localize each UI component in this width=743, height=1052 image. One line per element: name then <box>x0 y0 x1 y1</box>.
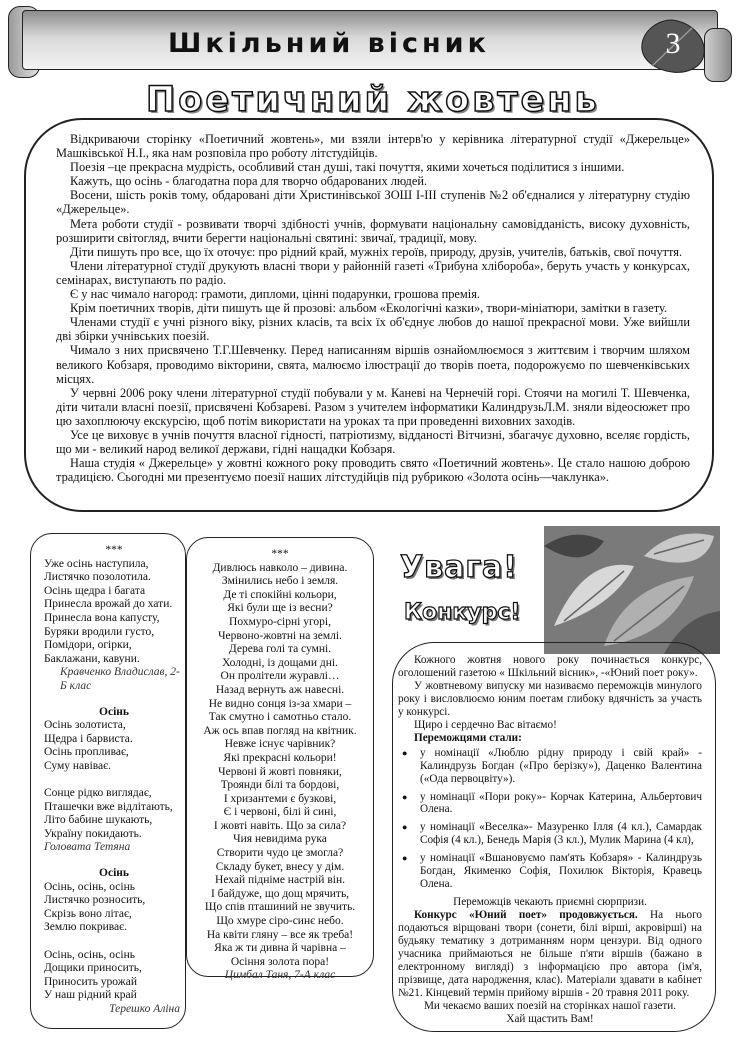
poem-line: Чия невидима рука <box>233 833 327 846</box>
article-paragraph: Восени, шість років тому, обдаровані діти Христинівської ЗОШ І-ІІІ ступенів №2 об'єдналися у літературну студію «Джерельце». <box>56 188 690 217</box>
article-paragraph: Наша студія « Джерельце» у жовтні кожного року проводить свято «Поетичний жовтень». Це стало нашою доброю традицією. Сьогодні ми презентуємо поезії наших літстудійців під рубрикою «Золота осінь—чаклунка». <box>56 456 690 485</box>
poem-line: Складу букет, внесу у дім. <box>215 860 345 873</box>
poem-stars: *** <box>271 548 289 560</box>
poem-lines <box>190 562 370 970</box>
poem-stars: *** <box>105 544 123 556</box>
poem-line: Осінь, осінь, осінь <box>44 948 135 961</box>
article-paragraph: У червні 2006 року члени літературної студії побували у м. Каневі на Чернечій горі. Стоячи на могилі Т. Шевченка, діти читали власні поезії, присвячені Кобзареві. Разом з учителем інформатики КалиндрузьЛ.М. зняли відеосюжет про цю захоплюючу екскурсію, щоб потім використати на уроках та при проведенні виховних заходів. <box>56 385 690 428</box>
poem-line: Дерева голі та сумні. <box>228 643 332 656</box>
article-paragraph: Відкриваючи сторінку «Поетичний жовтень», ми взяли інтерв'ю у керівника літературної студії «Джерельце» Машківської Н.І., яка нам розповіла про роботу літстудійців. <box>56 132 690 161</box>
contest-continues-bold: Конкурс «Юний поет» продовжується. <box>414 909 638 922</box>
contest-continues <box>398 909 702 1000</box>
winner-item: ● у номінації «Пори року»- Корчак Катерина, Альбертович Олена. <box>420 791 702 817</box>
poem-line: Суму навіває. <box>44 759 111 772</box>
winner-item: ● у номінації «Люблю рідну природу і свій край» - Калиндрузь Богдан («Про берізку»), Даценко Валентина («Ода первоцвіту»). <box>420 747 702 786</box>
article-paragraph: Крім поетичних творів, діти пишуть ще й прозові: альбом «Екологічні казки», твори-мініатюри, замітки в газету. <box>70 301 668 316</box>
poem-line: Невже існує чарівник? <box>224 738 336 751</box>
poems-left <box>44 544 184 1017</box>
article-paragraph: Діти пишуть про все, що їх оточує: про рідний край, мужніх героїв, природу, друзів, учителів, батьків, свої почуття. <box>70 244 683 259</box>
poem-line: Нехай підніме настрій він. <box>215 874 345 887</box>
section-title: Поетичний жовтень <box>146 80 600 120</box>
article-body <box>56 132 690 484</box>
poem-lines <box>44 881 184 1003</box>
poem-lines <box>44 719 184 841</box>
poem-line <box>44 774 184 788</box>
poem-line: Літо бабине шукають, <box>44 814 153 827</box>
poem-line: Яка ж ти дивна й чарівна – <box>214 942 346 955</box>
article-paragraph: Поезія –це прекрасна мудрість, особливий стан душі, такі почуття, якими хочеться поділитися з іншими. <box>70 160 625 175</box>
poem-line: І байдуже, що дощ мрячить, <box>210 887 350 900</box>
poem-line: Червоні й жовті повняки, <box>218 765 342 778</box>
poem-line: Приносить урожай <box>44 975 137 988</box>
poem-line: Назад вернуть аж навесні. <box>215 683 345 696</box>
poem-lines <box>44 558 184 667</box>
article-paragraph: Чимало з них присвячено Т.Г.Шевченку. Перед написанням віршів ознайомлюємося з життєвим і творчим шляхом великого Кобзаря, проводимо вікторини, свята, малюємо ілюстрації до творів поета, подорожуємо по шевченківських місцях. <box>56 343 690 386</box>
contest-intro: Кожного жовтня нового року починається конкурс, оголошений газетою « Шкільний вісник», -«Юний поет року». <box>398 654 702 679</box>
poem-line: Осінь пропливає, <box>44 746 129 759</box>
poem-line: Буряки вродили густо, <box>44 625 155 638</box>
poem-line: Не видно сонця із-за хмари – <box>208 697 352 710</box>
poem-line <box>44 935 184 949</box>
poem-line: Похмуро-сірні угорі, <box>229 615 331 628</box>
article-paragraph: Членами студії є учні різного віку, різних класів, та всіх їх об'єднує любов до нашої прекрасної мови. Уже вийшли дві збірки учнівських поезій. <box>56 315 690 344</box>
poem-line: Що спів пташиний не звучить. <box>204 901 356 914</box>
poem-line: Осінь, осінь, осінь <box>44 880 135 893</box>
poem-line: Скрізь воно літає, <box>44 907 132 920</box>
contest-intro: У жовтневому випуску ми називаємо переможців минулого року і висловлюємо юним поетам глибоку вдячність за участь у конкурсі. <box>398 679 702 718</box>
winners-list <box>398 747 702 892</box>
poem-line: Змінились небо і земля. <box>221 575 339 588</box>
attention-heading: Увага! <box>400 550 518 585</box>
poem-line: Аж ось впав погляд на квітник. <box>203 724 357 737</box>
poem-line: Листячко розносить, <box>44 894 146 907</box>
contest-surprises: Переможців чекають приємні сюрпризи. <box>453 896 647 909</box>
poem-line: Є і червоні, білі й сині, <box>223 806 337 819</box>
poem-line: Дивлюсь навколо – дивина. <box>212 561 348 574</box>
autumn-leaves-image <box>544 526 720 654</box>
poem-line: Землю покриває. <box>44 921 127 934</box>
contest-text <box>398 654 702 1026</box>
article-paragraph: Члени літературної студії друкують власні твори у районній газеті «Трибуна хлібороба», беруть участь у конкурсах, семінарах, виступають по радіо. <box>56 258 690 287</box>
poem-line: Пташечки вже відлітають, <box>44 800 173 813</box>
contest-wish: Хай щастить Вам! <box>506 1012 594 1025</box>
poem-line: Україну покидають. <box>44 827 142 840</box>
poem-line: Осіння золота пора! <box>230 955 330 968</box>
poem-author: Кравченко Владислав, 2-Б клас <box>60 666 180 692</box>
page-number: 3 <box>665 27 681 60</box>
article-paragraph: Є у нас чимало нагород: грамоти, дипломи, цінні подарунки, грошова премія. <box>70 287 480 302</box>
winner-item: ● у номінації «Вшановуємо пам'ять Кобзаря» - Калиндрузь Богдан, Якименко Софія, Похилюк Вікторія, Кравець Олена. <box>420 852 702 891</box>
poem-line: І хризантеми є бузкові, <box>223 792 337 805</box>
poem-line: На квіти гляну – все як треба! <box>206 928 354 941</box>
poem-author: Головата Тетяна <box>44 841 131 854</box>
poem-line: Осінь щедра і багата <box>44 584 146 597</box>
poem-line: Баклажани, кавуни. <box>44 652 140 665</box>
contest-wait: Ми чекаємо ваших поезій на сторінках нашої газети. <box>423 999 677 1012</box>
poem-line: Щедра і барвиста. <box>44 732 133 745</box>
poem-line: Червоно-жовтні на землі. <box>218 629 342 642</box>
contest-greeting: Щиро і сердечно Вас вітаємо! <box>414 718 557 731</box>
poem-line: Які прекрасні кольори! <box>223 751 337 764</box>
poem-line: Осінь золотиста, <box>44 719 126 732</box>
winners-title: Переможцями стали: <box>414 731 522 744</box>
poem-author: Терешко Аліна <box>109 1003 180 1015</box>
poem-line: Он пролітели журавлі… <box>220 670 340 683</box>
poem-author: Цимбал Таня, 7-А клас <box>224 969 336 982</box>
article-paragraph: Усе це виховує в учнів почуття власної гідності, патріотизму, відданості Вітчизні, збагачує духовно, вселяє гордість, що ми - великий народ великої держави, гідні нащадки Кобзаря. <box>56 427 690 457</box>
newspaper-title: Шкільний вісник <box>168 28 490 59</box>
poem-line: І жовті навіть. Що за сила? <box>213 819 347 832</box>
poem-line: Що хмуре сіро-синє небо. <box>216 915 344 928</box>
poem-title: Осінь <box>99 705 129 718</box>
poem-line: Принесла врожай до хати. <box>44 598 173 611</box>
contest-heading: Конкурс! <box>404 600 521 625</box>
poem-line: Холодні, із дощами дні. <box>222 656 338 669</box>
poem-line: Листячко позолотила. <box>44 571 151 584</box>
poem-line: Принесла вона капусту, <box>44 611 160 624</box>
poem-line: Уже осінь наступила, <box>44 557 149 570</box>
poem-title: Осінь <box>99 867 129 880</box>
article-paragraph: Кажуть, що осінь - благодатна пора для творчо обдарованих людей. <box>70 174 428 189</box>
poem-line: Помідори, огірки, <box>44 639 132 652</box>
article-paragraph: Мета роботи студії - розвивати творчі здібності учнів, формувати національну самовідданість, високу духовність, розширити світогляд, вчити берегти національні святині: звичаї, традиції, мову. <box>56 216 690 245</box>
poem-line: Так смутно і самотньо стало. <box>208 711 352 724</box>
poem-middle <box>190 548 370 983</box>
contest-continues-rest: На нього подаються вірщовані твори (сонети, білі вірші, акровірші) на будьяку тематику з дотриманням норм цензури. Від одного учасника приймаються не більше п'яти віршів (бажано в електронному вигляді) з інформацією про автора (ім'я, прізвище, дата народження, клас). Матеріали здавати в кабінет №21. Кінцевий термін прийому віршів - 20 травня 2011 року. <box>398 909 702 999</box>
poem-line: Які були ще із весни? <box>227 602 333 615</box>
poem-line: Сонце рідко виглядає, <box>44 787 152 800</box>
poem-line: Створити чудо це змогла? <box>216 847 344 860</box>
poem-line: У наш рідний край <box>44 989 137 1002</box>
poem-line: Троянди білі та бордові, <box>220 779 340 792</box>
poem-line: Де ті спокійні кольори, <box>223 588 337 601</box>
winner-item: ● у номінації «Веселка»- Мазуренко Ілля (4 кл.), Самардак Софія (4 кл.), Бенедь Марія (3 кл.), Мулик Марина (4 кл), <box>420 821 702 847</box>
poem-line: Дощики приносить, <box>44 962 142 975</box>
